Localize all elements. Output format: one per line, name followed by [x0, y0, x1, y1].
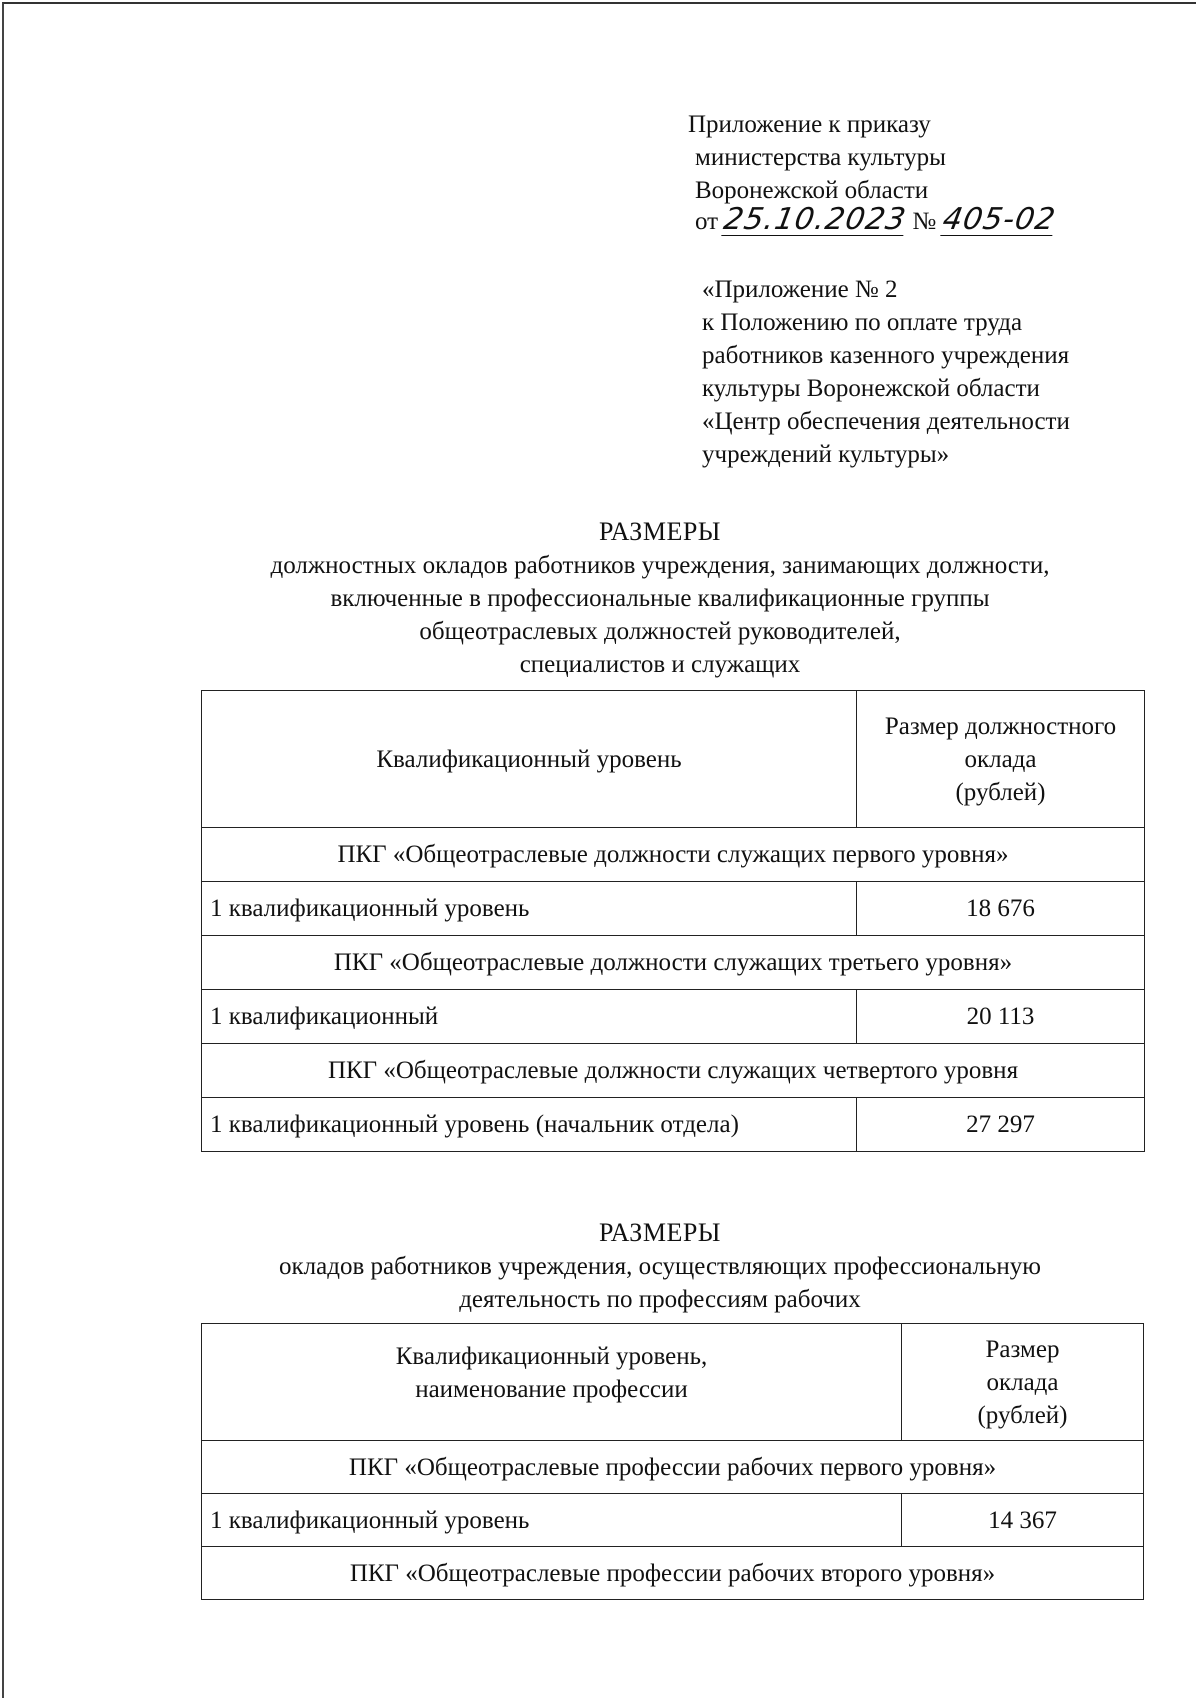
date-prefix: от	[695, 208, 719, 235]
header-salary: Размер должностного оклада (рублей)	[857, 691, 1145, 828]
value-cell: 27 297	[857, 1098, 1145, 1152]
annex-line: работников казенного учреждения	[702, 342, 1070, 369]
handwritten-number: 405-02	[939, 202, 1059, 237]
section1-subtitle-line: включенные в профессиональные квалификационные группы	[330, 585, 990, 613]
approval-line-2: министерства культуры	[695, 144, 946, 171]
group-cell: ПКГ «Общеотраслевые должности служащих третьего уровня»	[202, 936, 1145, 990]
section1-salary-table	[201, 690, 1145, 1152]
group-cell: ПКГ «Общеотраслевые профессии рабочих второго уровня»	[202, 1547, 1144, 1600]
value-cell: 14 367	[902, 1494, 1144, 1547]
handwritten-date: 25.10.2023	[721, 202, 910, 237]
annex-line: учреждений культуры»	[702, 441, 950, 468]
level-cell: 1 квалификационный уровень	[202, 882, 857, 936]
table-row	[202, 1098, 1145, 1152]
approval-line-1: Приложение к приказу	[688, 111, 931, 138]
header-level: Квалификационный уровень, наименование профессии	[202, 1324, 902, 1441]
section2-heading	[160, 1216, 1160, 1316]
value-cell: 18 676	[857, 882, 1145, 936]
section2-subtitle-line: окладов работников учреждения, осуществляющих профессиональную	[279, 1253, 1041, 1281]
section1-title: РАЗМЕРЫ	[599, 517, 721, 546]
group-cell: ПКГ «Общеотраслевые должности служащих первого уровня»	[202, 828, 1145, 882]
value-cell: 20 113	[857, 990, 1145, 1044]
number-prefix: №	[912, 208, 937, 235]
annex-line: культуры Воронежской области	[702, 375, 1040, 402]
group-cell: ПКГ «Общеотраслевые профессии рабочих первого уровня»	[202, 1441, 1144, 1494]
level-cell: 1 квалификационный уровень	[202, 1494, 902, 1547]
section2-title: РАЗМЕРЫ	[599, 1218, 721, 1247]
header-salary: Размер оклада (рублей)	[902, 1324, 1144, 1441]
table-row	[202, 1547, 1144, 1600]
annex-block	[702, 273, 1182, 471]
table-row	[202, 828, 1145, 882]
section1-subtitle-line: должностных окладов работников учреждения, занимающих должности,	[270, 552, 1050, 580]
annex-line: к Положению по оплате труда	[702, 309, 1023, 336]
level-cell: 1 квалификационный	[202, 990, 857, 1044]
section1-heading	[160, 515, 1160, 681]
section1-subtitle-line: общеотраслевых должностей руководителей,	[419, 618, 901, 646]
approval-block	[688, 108, 1108, 238]
section2-salary-table	[201, 1323, 1144, 1600]
approval-line-3: Воронежской области	[695, 177, 929, 204]
level-cell: 1 квалификационный уровень (начальник отдела)	[202, 1098, 857, 1152]
annex-line: «Приложение № 2	[702, 276, 898, 303]
section1-subtitle-line: специалистов и служащих	[519, 651, 801, 679]
table-row	[202, 1494, 1144, 1547]
table-row	[202, 882, 1145, 936]
table-row	[202, 990, 1145, 1044]
group-cell: ПКГ «Общеотраслевые должности служащих четвертого уровня	[202, 1044, 1145, 1098]
table-row	[202, 936, 1145, 990]
table-row	[202, 1441, 1144, 1494]
section2-subtitle-line: деятельность по профессиям рабочих	[459, 1286, 861, 1314]
table-header-row	[202, 691, 1145, 828]
table-header-row	[202, 1324, 1144, 1441]
header-level: Квалификационный уровень	[202, 691, 857, 828]
approval-date-line	[688, 202, 1108, 238]
annex-line: «Центр обеспечения деятельности	[702, 408, 1070, 435]
table-row	[202, 1044, 1145, 1098]
